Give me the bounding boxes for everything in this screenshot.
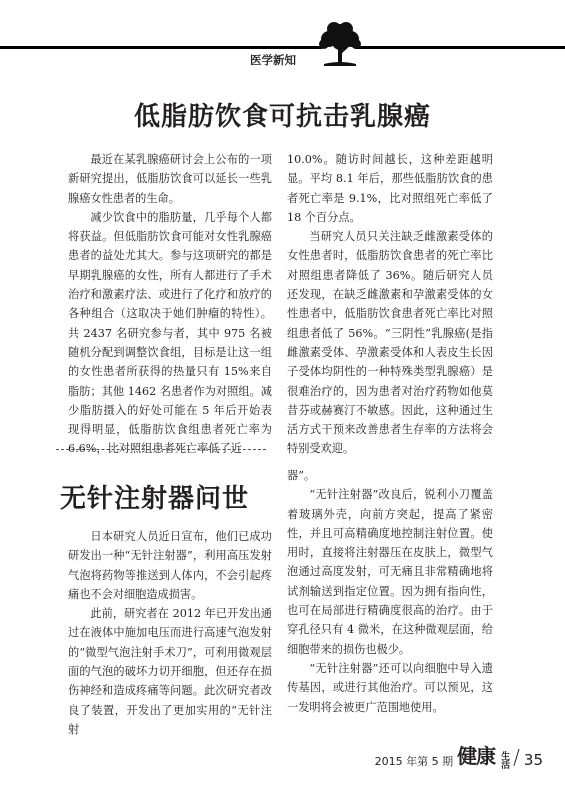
page-footer	[375, 740, 543, 769]
paragraph: 日本研究人员近日宣布，他们已成功研发出一种“无针注射器”，利用高压发射气泡将药物等推送到人体内，不会引起疼痛也不会对细胞造成损害。	[68, 530, 272, 601]
header-rule-left	[0, 46, 322, 49]
paragraph: 10.0%。随访时间越长，这种差距越明显。平均 8.1 年后，那些低脂肪饮食的患者死亡率是 9.1%，比对照组死亡率低了 18 个百分点。	[287, 153, 493, 224]
paragraph: 最近在某乳腺癌研讨会上公布的一项新研究提出，低脂肪饮食可以延长一些乳腺癌女性患者的生命。	[68, 153, 272, 205]
magazine-brand: 健康	[457, 744, 496, 768]
page-number: 35	[523, 751, 543, 769]
paragraph: 此前，研究者在 2012 年已开发出通过在液体中施加电压而进行高速气泡发射的“微型气泡注射手术刀”，可利用微观层面的气泡的破坏力切开细胞，但还存在损伤神经和造成疼痛等问题。此次研究者改良了装置，开发出了更加实用的“无针注射	[68, 607, 272, 736]
article2-left-column	[68, 527, 272, 739]
footer-slash: /	[513, 745, 520, 769]
section-label: 医学新知	[250, 53, 296, 67]
header-rule-right	[355, 46, 565, 49]
article1-title: 低脂肪饮食可抗击乳腺癌	[133, 102, 431, 132]
article1-right-column	[287, 150, 493, 459]
paragraph: “无针注射器”改良后，锐利小刀覆盖着玻璃外壳，向前方突起，提高了紧密性，并且可高精确度地控制注射位置。使用时，直接将注射器压在皮肤上，微型气泡通过高度发射，可无痛且非常精确地将试剂输送到指定位置。因为拥有指向性，也可在局部进行精确度很高的治疗。由于穿孔径只有 4 微米，在这种微观层面，给细胞带来的损伤也极少。	[287, 488, 493, 656]
tree-icon	[318, 20, 362, 70]
article2-right-column	[287, 466, 493, 717]
issue-label: 2015 年第 5 期	[374, 755, 454, 768]
magazine-brand-sub: 生活	[499, 751, 510, 769]
paragraph: “无针注射器”还可以向细胞中导入遗传基因，或进行其他治疗。可以预见，这一发明将会被更广范围地使用。	[287, 661, 493, 714]
article2-title: 无针注射器问世	[60, 484, 250, 514]
paragraph: 器”。	[287, 469, 316, 482]
paragraph: 当研究人员只关注缺乏雌激素受体的女性患者时，低脂肪饮食患者的死亡率比对照组患者降低了 36%。随后研究人员还发现，在缺乏雌激素和孕激素受体的女性患者中，低脂肪饮食患者死亡率比对照组患者低了 56%。“三阴性”乳腺癌(是指雌激素受体、孕激素受体和人表皮生长因子受体均阴性的一种特殊类型乳腺癌）是很难治疗的，因为患者对治疗药物如他莫昔芬或赫赛汀不敏感。因此，这种通过生活方式干预来改善患者生存率的方法将会特别受欢迎。	[287, 230, 493, 456]
paragraph: 减少饮食中的脂肪量，几乎每个人都将获益。但低脂肪饮食可能对女性乳腺癌患者的益处尤其大。参与这项研究的都是早期乳腺癌的女性，所有人都进行了手术治疗和激素疗法、或进行了化疗和放疗的各种组合（这取决于她们肿瘤的特性）。共 2437 名研究参与者，其中 975 名被随机分配到调整饮食组，目标是让这一组的女性患者所获得的热量只有 15%来自脂肪；其他 1462 名患者作为对照组。减少脂肪摄入的好处可能在 5 年后开始表现得明显，低脂肪饮食组患者死亡率为 6.6%，比对照组患者死亡率低了近	[68, 210, 272, 456]
section-divider	[56, 449, 266, 450]
article1-left-column	[68, 150, 272, 459]
